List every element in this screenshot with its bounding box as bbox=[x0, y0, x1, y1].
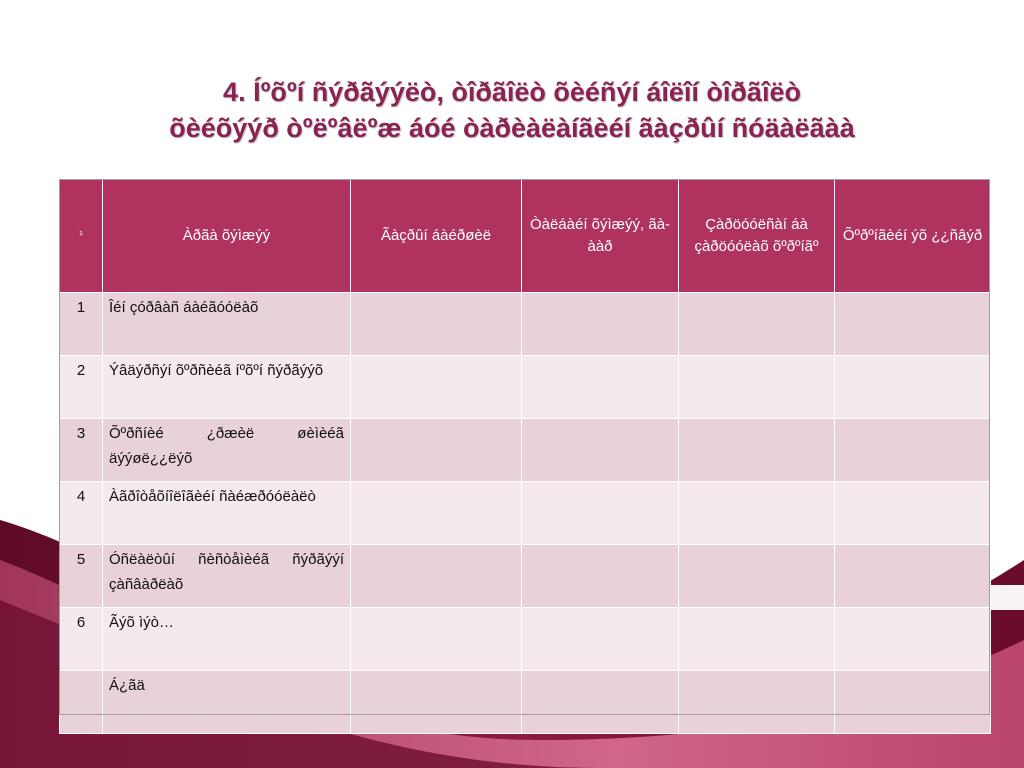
table-row bbox=[60, 419, 991, 482]
row-source-cell bbox=[835, 293, 991, 356]
row-location-cell bbox=[351, 419, 522, 482]
row-measure: Îéí çóðâàñ áàéãóóëàõ bbox=[103, 293, 351, 356]
measures-table bbox=[59, 179, 991, 734]
table-row bbox=[60, 608, 991, 671]
row-measure: Óñëàëòûí ñèñòåìèéã ñýðãýýí çàñâàðëàõ bbox=[103, 545, 351, 608]
row-location-cell bbox=[351, 545, 522, 608]
row-measure: Õºðñíèé ¿ðæèë øèìèéã äýýøë¿¿ëýõ bbox=[103, 419, 351, 482]
row-area-cell bbox=[522, 671, 679, 734]
row-area-cell bbox=[522, 356, 679, 419]
row-funds-cell bbox=[679, 671, 835, 734]
col-header-measure: Àðãà õýìæýý bbox=[103, 180, 351, 293]
row-number: 2 bbox=[60, 356, 103, 419]
col-header-number: ¹ bbox=[60, 180, 103, 293]
row-funds-cell bbox=[679, 482, 835, 545]
row-source-cell bbox=[835, 419, 991, 482]
row-measure: Àãðîòåõíîëîãèéí ñàéæðóóëàëò bbox=[103, 482, 351, 545]
col-header-funds: Çàðöóóëñàí áà çàðöóóëàõ õºðºíãº bbox=[679, 180, 835, 293]
row-area-cell bbox=[522, 608, 679, 671]
col-header-source: Õºðºíãèéí ýõ ¿¿ñâýð bbox=[835, 180, 991, 293]
row-location-cell bbox=[351, 608, 522, 671]
row-area-cell bbox=[522, 419, 679, 482]
row-location-cell bbox=[351, 671, 522, 734]
row-number: 5 bbox=[60, 545, 103, 608]
row-area-cell bbox=[522, 293, 679, 356]
row-total-label: Á¿ãä bbox=[103, 671, 351, 734]
table-row bbox=[60, 545, 991, 608]
row-location-cell bbox=[351, 293, 522, 356]
row-source-cell bbox=[835, 545, 991, 608]
row-number: 4 bbox=[60, 482, 103, 545]
row-measure: Ãýõ ìýò… bbox=[103, 608, 351, 671]
table-row bbox=[60, 482, 991, 545]
table-row bbox=[60, 356, 991, 419]
title-line-1: 4. Íºõºí ñýðãýýëò, òîðãîëò õèéñýí áîëîí òîðãîëò bbox=[223, 77, 801, 107]
row-source-cell bbox=[835, 608, 991, 671]
row-source-cell bbox=[835, 482, 991, 545]
row-area-cell bbox=[522, 545, 679, 608]
col-header-location: Ãàçðûí áàéðøèë bbox=[351, 180, 522, 293]
row-number: 3 bbox=[60, 419, 103, 482]
row-source-cell bbox=[835, 671, 991, 734]
row-area-cell bbox=[522, 482, 679, 545]
row-location-cell bbox=[351, 482, 522, 545]
row-funds-cell bbox=[679, 608, 835, 671]
row-funds-cell bbox=[679, 356, 835, 419]
title-line-2: õèéõýýð òºëºâëºæ áóé òàðèàëàíãèéí ãàçðûí ñóäàëãàà bbox=[169, 113, 855, 143]
row-location-cell bbox=[351, 356, 522, 419]
row-measure: Ýâäýðñýí õºðñèéã íºõºí ñýðãýýõ bbox=[103, 356, 351, 419]
table-total-row bbox=[60, 671, 991, 734]
row-funds-cell bbox=[679, 545, 835, 608]
row-number bbox=[60, 671, 103, 734]
row-number: 6 bbox=[60, 608, 103, 671]
row-source-cell bbox=[835, 356, 991, 419]
row-number: 1 bbox=[60, 293, 103, 356]
table-header-row bbox=[60, 180, 991, 293]
row-funds-cell bbox=[679, 293, 835, 356]
col-header-area: Òàëáàéí õýìæýý, ãà-ààð bbox=[522, 180, 679, 293]
row-funds-cell bbox=[679, 419, 835, 482]
slide-title bbox=[40, 74, 984, 146]
table-row bbox=[60, 293, 991, 356]
